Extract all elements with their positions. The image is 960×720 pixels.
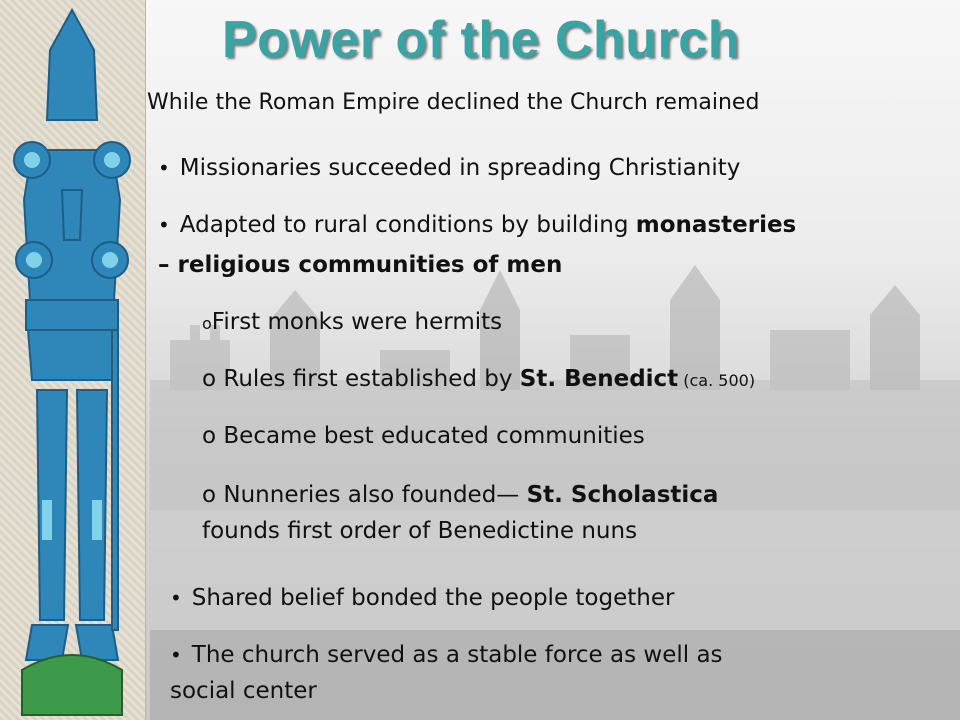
sub-bullet-nunneries-cont: founds first order of Benedictine nuns [202,518,638,544]
slide-title: Power of the Church [222,11,740,69]
bullet-monasteries: • Adapted to rural conditions by building monasteries [158,212,797,238]
slide-subtitle: While the Roman Empire declined the Church remained [147,90,760,115]
bullet-church-stable-cont: social center [170,678,317,704]
sub-bullet-educated: o Became best educated communities [202,423,645,449]
bullet-marker: • [158,213,170,237]
bullet-missionaries: • Missionaries succeeded in spreading Christianity [158,155,741,181]
knight-figure-image [2,0,142,720]
bullet-church-stable: • The church served as a stable force as well as [170,642,723,668]
sub-bullet-benedict: o Rules first established by St. Benedict (ca. 500) [202,366,756,392]
bullet-monasteries-cont: – religious communities of men [158,252,563,278]
bullet-shared-belief: • Shared belief bonded the people together [170,585,675,611]
sub-bullet-nunneries: o Nunneries also founded— St. Scholastica [202,482,719,508]
sub-bullet-hermits: oFirst monks were hermits [202,309,503,335]
bullet-marker: • [158,156,170,180]
bullet-marker: • [170,586,182,610]
bullet-marker: • [170,643,182,667]
